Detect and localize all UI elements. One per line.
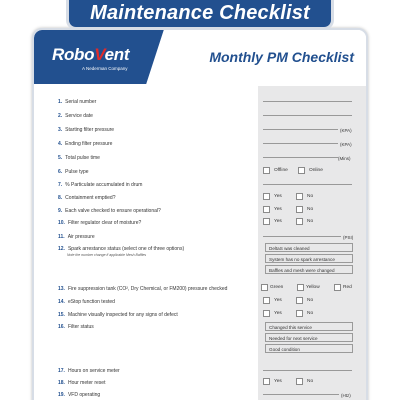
- valve-yes-checkbox[interactable]: [263, 206, 270, 213]
- spark-option-changed[interactable]: Baffles and mesh were changed: [265, 265, 353, 274]
- spark-option-cleaned[interactable]: DeltaS was cleaned: [265, 243, 353, 252]
- filter-option-needed[interactable]: Needed for next service: [265, 333, 353, 342]
- estop-no-checkbox[interactable]: [296, 297, 303, 304]
- service-meter-field[interactable]: [263, 364, 352, 371]
- banner-title: Maintenance Checklist: [90, 2, 310, 24]
- item-particulate: 7. % Particulate accumulated in drum: [58, 182, 143, 188]
- yes-label: Yes: [274, 219, 282, 224]
- red-label: Red: [343, 285, 352, 290]
- online-label: Online: [309, 168, 323, 173]
- ending-pressure-field[interactable]: [263, 137, 338, 144]
- unit-kpa: (KPA): [340, 142, 352, 147]
- valve-no-checkbox[interactable]: [296, 206, 303, 213]
- yes-label: Yes: [274, 298, 282, 303]
- yellow-checkbox[interactable]: [297, 284, 304, 291]
- green-checkbox[interactable]: [261, 284, 268, 291]
- item-pulse-type: 6. Pulse type: [58, 169, 89, 175]
- no-label: No: [307, 379, 314, 384]
- offline-label: Offline: [274, 168, 288, 173]
- pulse-time-field[interactable]: [263, 151, 338, 158]
- item-estop: 14. eStop function tested: [58, 299, 115, 305]
- banner-tab: [66, 0, 334, 30]
- item-valve-check: 9. Each valve checked to ensure operational?: [58, 208, 161, 214]
- unit-psi: (PSI): [343, 235, 354, 240]
- checklist-title: Monthly PM Checklist: [209, 49, 354, 65]
- inspection-no-checkbox[interactable]: [296, 310, 303, 317]
- serial-number-field[interactable]: [263, 95, 352, 102]
- containment-yes-checkbox[interactable]: [263, 193, 270, 200]
- yes-label: Yes: [274, 194, 282, 199]
- filter-option-changed[interactable]: Changed this service: [265, 322, 353, 331]
- no-label: No: [307, 311, 314, 316]
- regulator-no-checkbox[interactable]: [296, 218, 303, 225]
- item-spark-arrestance: 12. Spark arrestance status (select one of three options): [58, 246, 185, 252]
- no-label: No: [307, 298, 314, 303]
- yes-label: Yes: [274, 311, 282, 316]
- item-service-meter: 17. Hours on service meter: [58, 368, 120, 374]
- reset-yes-checkbox[interactable]: [263, 378, 270, 385]
- yes-label: Yes: [274, 207, 282, 212]
- service-date-field[interactable]: [263, 109, 352, 116]
- inspection-yes-checkbox[interactable]: [263, 310, 270, 317]
- particulate-field[interactable]: [263, 178, 352, 185]
- red-checkbox[interactable]: [334, 284, 341, 291]
- unit-kpa: (KPA): [340, 128, 352, 133]
- estop-yes-checkbox[interactable]: [263, 297, 270, 304]
- green-label: Green: [270, 285, 284, 290]
- item-filter-status: 16. Filter status: [58, 324, 94, 330]
- vfd-field[interactable]: [263, 388, 339, 395]
- yellow-label: Yellow: [306, 285, 320, 290]
- unit-mins: (Mins): [338, 156, 351, 161]
- item-fire-suppression: 13. Fire suppression tank (CO², Dry Chemical, or FM200) pressure checked: [58, 286, 228, 292]
- item-ending-pressure: 4. Ending filter pressure: [58, 141, 113, 147]
- logo-tagline: A Nederman Company: [82, 66, 128, 71]
- item-pulse-time: 5. Total pulse time: [58, 155, 100, 161]
- filter-option-good[interactable]: Good condition: [265, 344, 353, 353]
- offline-checkbox[interactable]: [263, 167, 270, 174]
- checklist-items: [34, 30, 366, 400]
- item-hour-meter-reset: 18. Hour meter reset: [58, 380, 106, 386]
- item-service-date: 2. Service date: [58, 113, 93, 119]
- containment-no-checkbox[interactable]: [296, 193, 303, 200]
- no-label: No: [307, 219, 314, 224]
- regulator-yes-checkbox[interactable]: [263, 218, 270, 225]
- starting-pressure-field[interactable]: [263, 123, 338, 130]
- checklist-card: [32, 28, 368, 400]
- spark-note: Note the number change if applicable Mesh Baffles: [67, 253, 147, 257]
- logo-name: RoboVent: [52, 45, 130, 64]
- item-containment: 8. Containment emptied?: [58, 195, 116, 201]
- item-serial-number: 1. Serial number: [58, 99, 97, 105]
- item-visual-inspection: 15. Machine visually inspected for any signs of defect: [58, 312, 178, 318]
- logo-accent-letter: V: [94, 45, 105, 64]
- no-label: No: [307, 207, 314, 212]
- item-filter-regulator: 10. Filter regulator clear of moisture?: [58, 220, 142, 226]
- item-air-pressure: 11. Air pressure: [58, 234, 95, 240]
- item-starting-pressure: 3. Starting filter pressure: [58, 127, 115, 133]
- air-pressure-field[interactable]: [263, 230, 341, 237]
- reset-no-checkbox[interactable]: [296, 378, 303, 385]
- online-checkbox[interactable]: [298, 167, 305, 174]
- item-vfd-operating: 19. VFD operating: [58, 392, 101, 398]
- no-label: No: [307, 194, 314, 199]
- unit-htz: (Htz): [341, 393, 351, 398]
- spark-option-none[interactable]: System has no spark arrestance: [265, 254, 353, 263]
- yes-label: Yes: [274, 379, 282, 384]
